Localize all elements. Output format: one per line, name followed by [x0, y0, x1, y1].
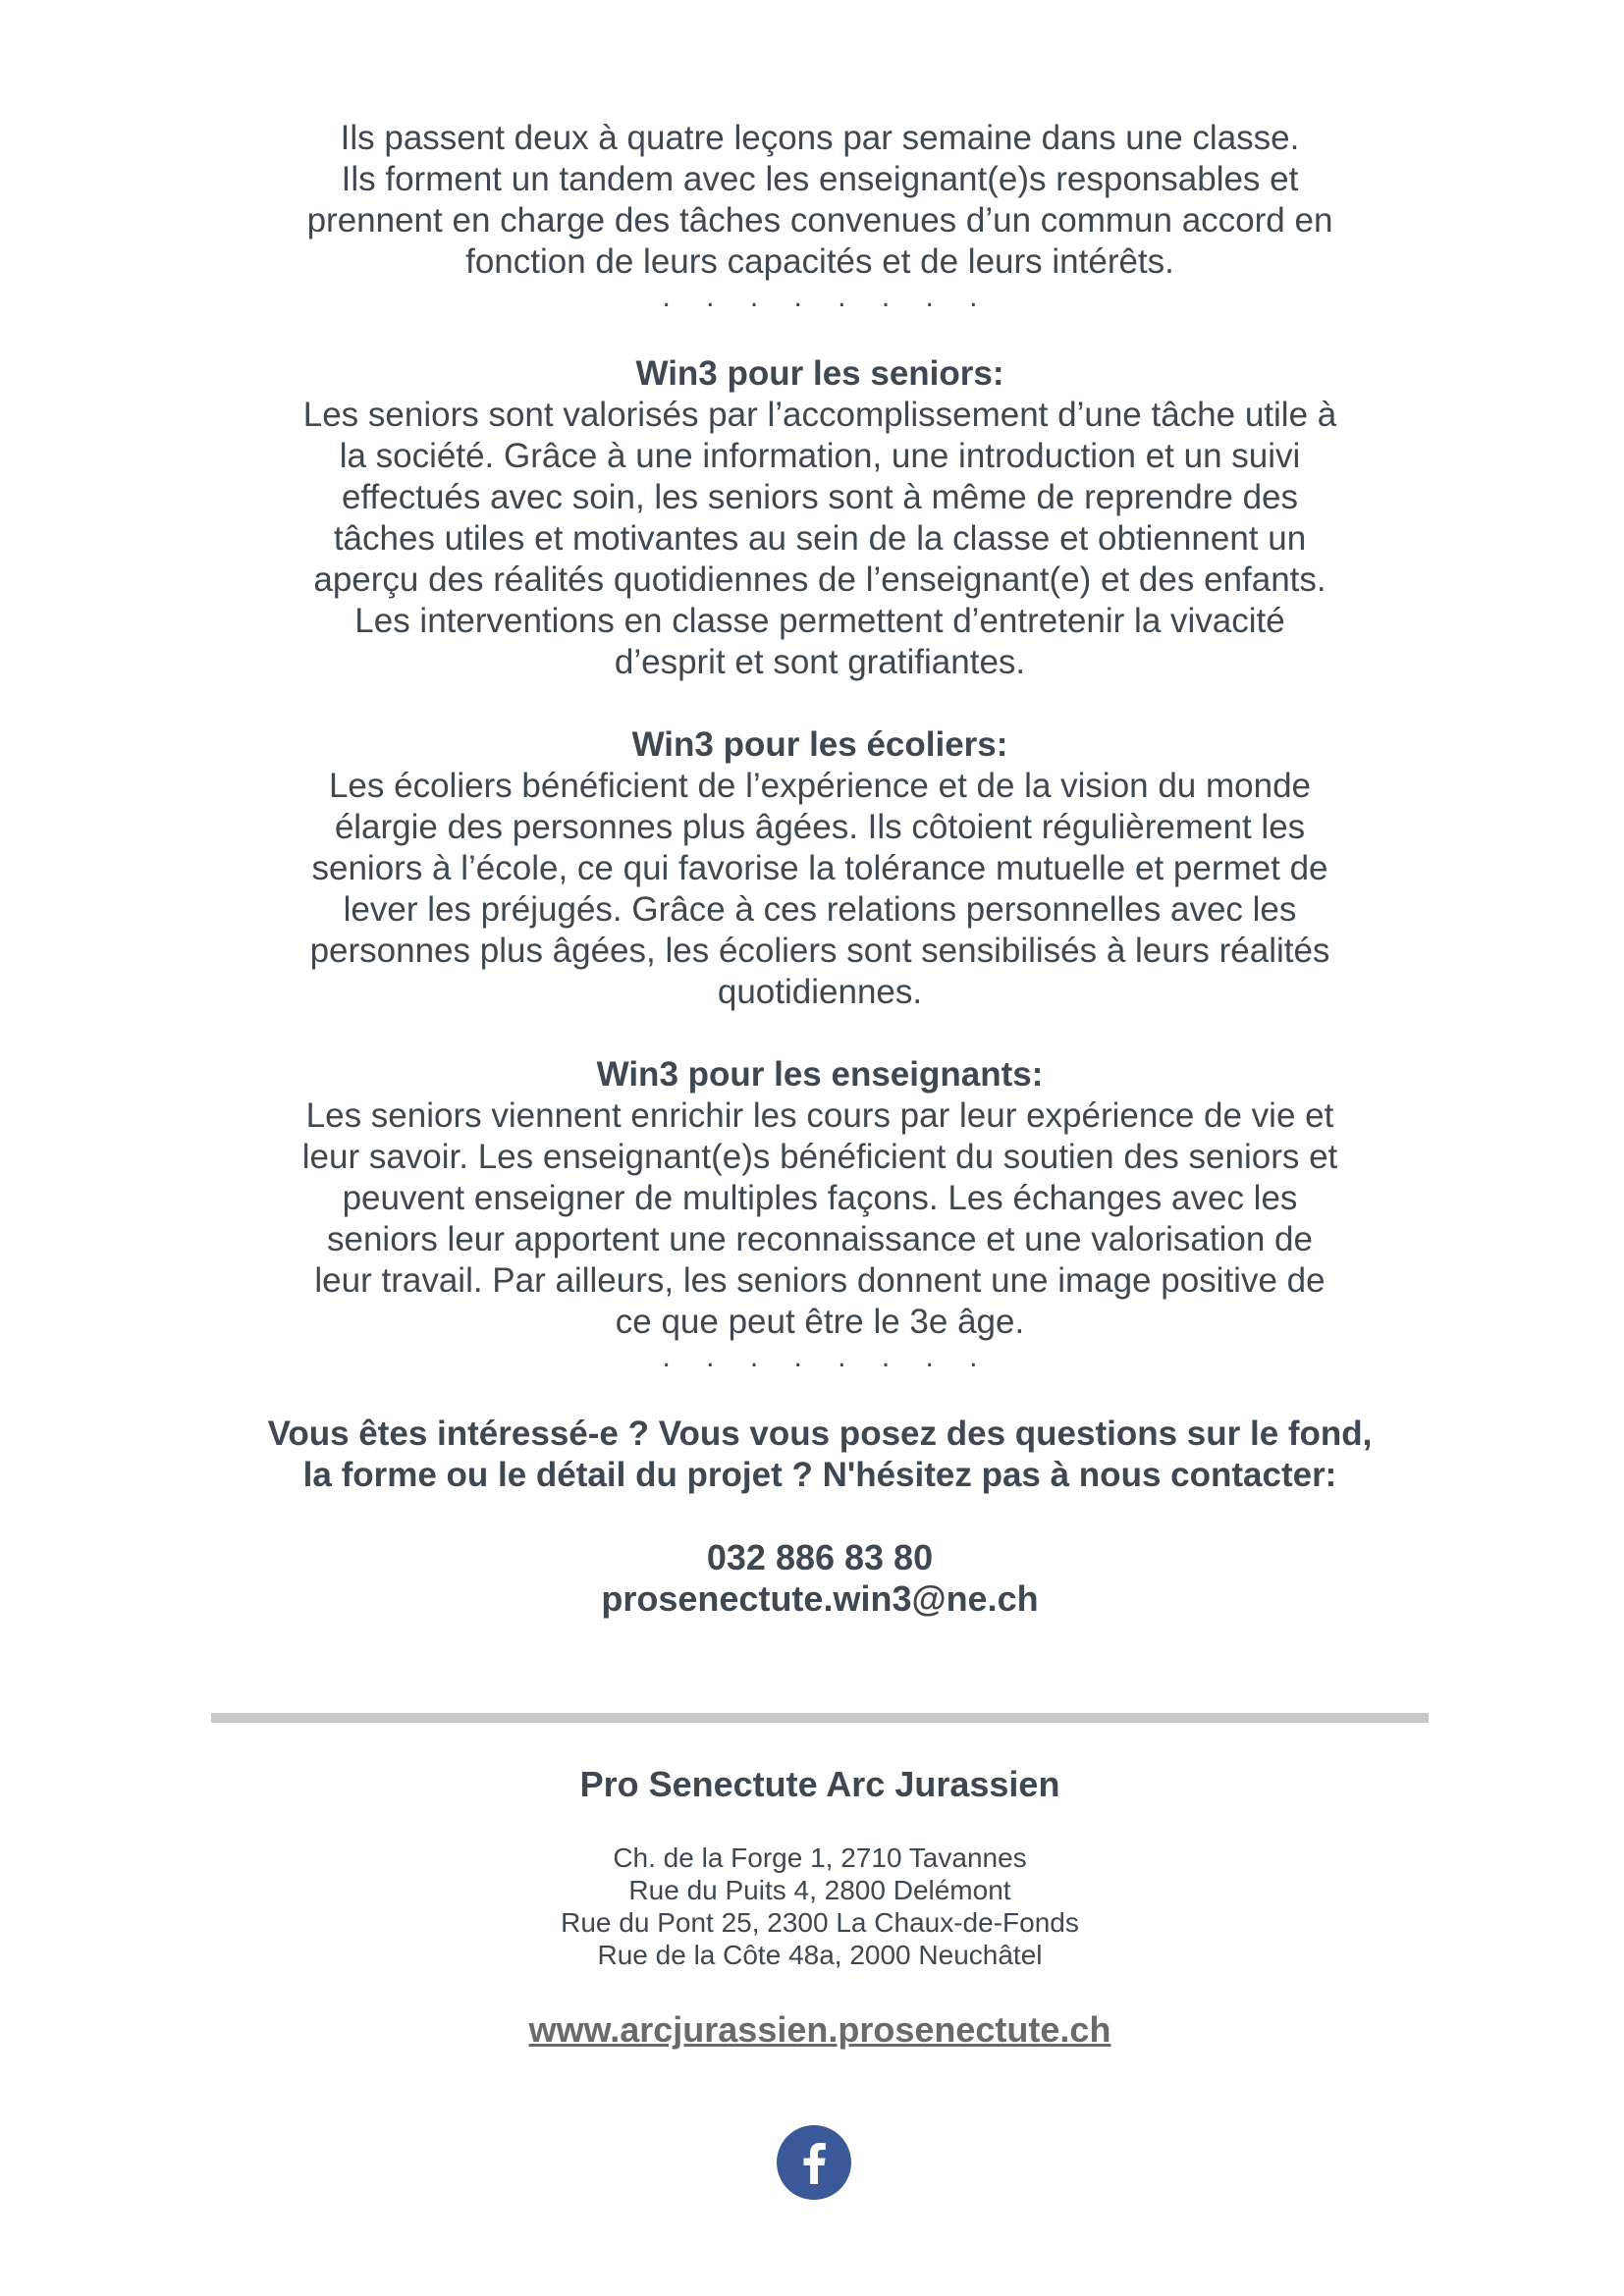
contact-phone: 032 886 83 80 [706, 1537, 934, 1577]
facebook-glyph [794, 2139, 834, 2186]
section-title: Win3 pour les enseignants: [596, 1055, 1044, 1094]
footer-divider [211, 1713, 1429, 1723]
contact-email: prosenectute.win3@ne.ch [601, 1578, 1039, 1619]
section-line: d’esprit et sont gratifiantes. [614, 643, 1026, 681]
section-line: lever les préjugés. Grâce à ces relations personnelles avec les [343, 890, 1297, 929]
section-ecoliers [245, 724, 1394, 1013]
section-line: leur savoir. Les enseignant(e)s bénéficient du soutien des seniors et [301, 1138, 1338, 1176]
intro-line: fonction de leurs capacités et de leurs intérêts. [465, 242, 1174, 281]
intro-paragraph [245, 118, 1394, 283]
intro-line: Ils passent deux à quatre leçons par semaine dans une classe. [340, 119, 1300, 157]
address-line: Rue de la Côte 48a, 2000 Neuchâtel [597, 1940, 1043, 1970]
address-list [245, 1842, 1394, 1971]
address-line: Rue du Pont 25, 2300 La Chaux-de-Fonds [561, 1907, 1079, 1938]
dotted-separator: . . . . . . . . [662, 1341, 992, 1373]
section-line: Les interventions en classe permettent d’entretenir la vivacité [354, 602, 1285, 640]
section-line: Les seniors viennent enrichir les cours par leur expérience de vie et [305, 1096, 1334, 1135]
section-line: seniors leur apportent une reconnaissance et une valorisation de [327, 1220, 1313, 1258]
section-line: leur travail. Par ailleurs, les seniors donnent une image positive de [314, 1261, 1326, 1300]
section-line: tâches utiles et motivantes au sein de la classe et obtiennent un [333, 519, 1307, 558]
dotted-separator: . . . . . . . . [662, 281, 992, 313]
section-enseignants [245, 1054, 1394, 1343]
footer [245, 1763, 1394, 2052]
address-line: Ch. de la Forge 1, 2710 Tavannes [613, 1842, 1027, 1873]
intro-line: Ils forment un tandem avec les enseignant(e)s responsables et [341, 160, 1299, 198]
address-line: Rue du Puits 4, 2800 Delémont [628, 1875, 1011, 1905]
section-line: personnes plus âgées, les écoliers sont sensibilisés à leurs réalités [309, 932, 1330, 970]
section-line: seniors à l’école, ce qui favorise la tolérance mutuelle et permet de [311, 849, 1328, 887]
section-line: ce que peut être le 3e âge. [615, 1303, 1025, 1341]
section-line: élargie des personnes plus âgées. Ils côtoient régulièrement les [334, 808, 1306, 846]
section-title: Win3 pour les écoliers: [631, 725, 1008, 764]
section-line: quotidiennes. [717, 973, 923, 1011]
contact-invitation: Vous êtes intéressé-e ? Vous vous posez des questions sur le fond, la forme ou le détail du projet ? N'hésitez pas à nous contacter: [267, 1415, 1373, 1494]
intro-line: prennent en charge des tâches convenues d’un commun accord en [306, 201, 1333, 240]
organization-name: Pro Senectute Arc Jurassien [579, 1764, 1060, 1804]
section-seniors [245, 353, 1394, 683]
section-title: Win3 pour les seniors: [635, 354, 1004, 393]
section-line: aperçu des réalités quotidiennes de l’enseignant(e) et des enfants. [313, 561, 1326, 599]
section-line: effectués avec soin, les seniors sont à même de reprendre des [341, 478, 1299, 516]
section-line: la société. Grâce à une information, une introduction et un suivi [339, 437, 1301, 475]
section-line: peuvent enseigner de multiples façons. Les échanges avec les [342, 1179, 1298, 1217]
section-line: Les seniors sont valorisés par l’accomplissement d’une tâche utile à [302, 396, 1337, 434]
section-line: Les écoliers bénéficient de l’expérience et de la vision du monde [328, 767, 1312, 805]
main-content [245, 118, 1394, 1620]
facebook-icon[interactable] [777, 2125, 851, 2200]
website-link[interactable]: www.arcjurassien.prosenectute.ch [528, 2009, 1111, 2050]
